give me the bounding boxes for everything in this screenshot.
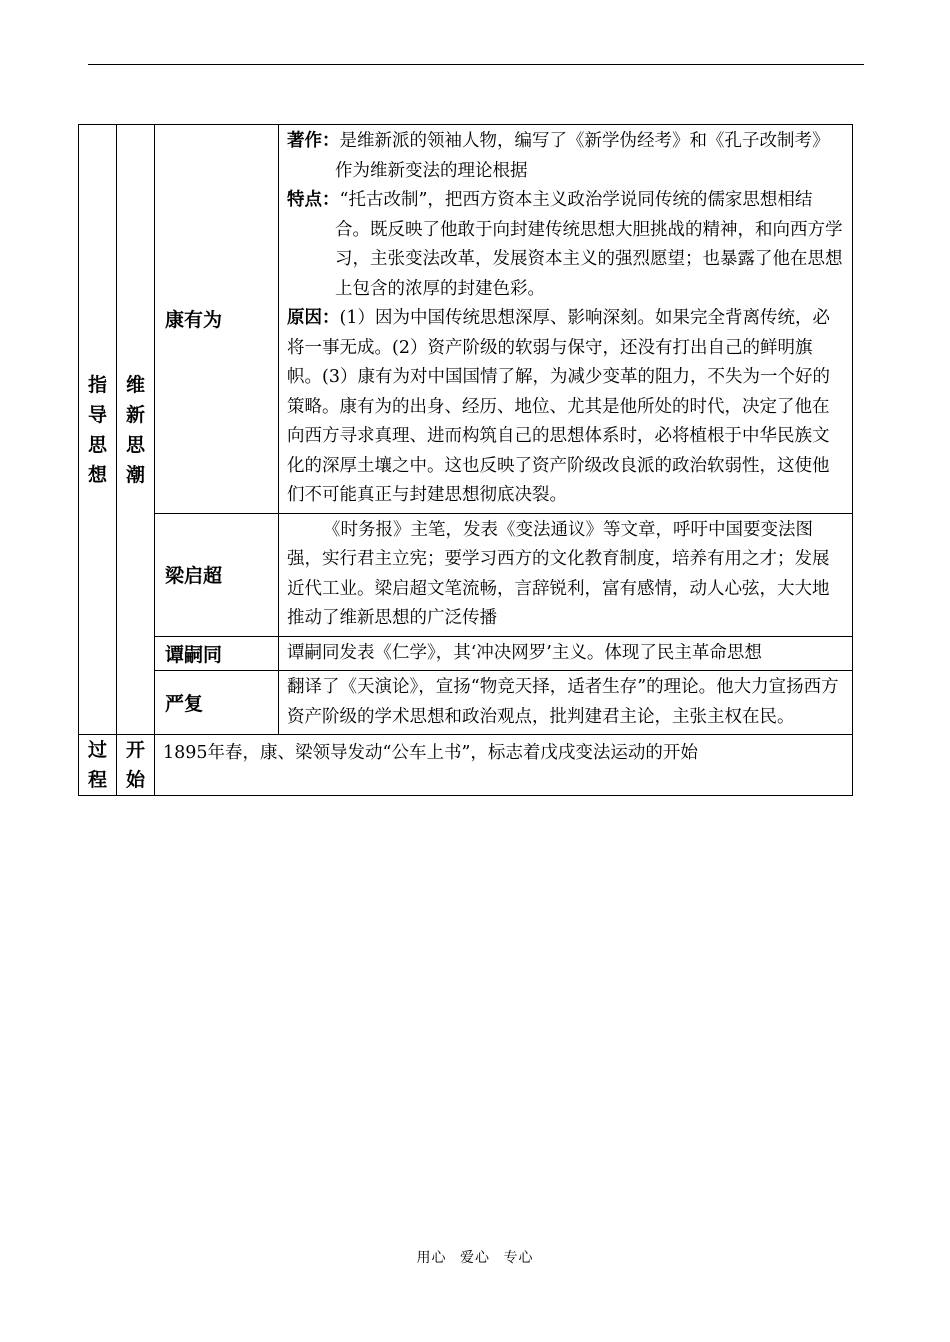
person-name-tan-sitong: 谭嗣同 (155, 636, 279, 671)
subcategory-label-beginning: 开 始 (117, 735, 155, 796)
table-row (79, 671, 853, 735)
person-description-liang-qichao: 《时务报》主笔，发表《变法通议》等文章，呼吁中国要变法图强，实行君主立宪；要学习西方的文化教育制度，培养有用之才；发展近代工业。梁启超文笔流畅，言辞锐利，富有感情，动人心弦，大大地推动了维新思想的广泛传播 (279, 513, 853, 636)
table-row (79, 513, 853, 636)
category-label-process: 过 程 (79, 735, 117, 796)
category-label-guiding-thought: 指 导 思 想 (79, 125, 117, 735)
person-description-tan-sitong: 谭嗣同发表《仁学》，其‘冲决网罗’主义。体现了民主革命思想 (279, 636, 853, 671)
footer-item: 爱心 (460, 1250, 490, 1266)
person-name-yan-fu: 严复 (155, 671, 279, 735)
content-table (78, 124, 853, 796)
table-row (79, 125, 853, 514)
process-beginning-description: 1895年春，康、梁领导发动“公车上书”，标志着戊戌变法运动的开始 (155, 735, 853, 796)
subcategory-label-reform-thought: 维 新 思 潮 (117, 125, 155, 735)
footer-item: 用心 (416, 1250, 447, 1266)
footer-item: 专心 (503, 1250, 534, 1266)
page-footer (0, 1247, 950, 1267)
reasons-paragraph: 原因：(1）因为中国传统思想深厚、影响深刻。如果完全背离传统，必将一事无成。(2）资产阶级的软弱与保守，还没有打出自己的鲜明旗帜。(3）康有为对中国国情了解，为减少变革的阻力，不失为一个好的策略。康有为的出身、经历、地位、尤其是他所处的时代，决定了他在向西方寻求真理、进而构筑自己的思想体系时，必将植根于中华民族文化的深厚土壤之中。这也反映了资产阶级改良派的政治软弱性，这使他们不可能真正与封建思想彻底决裂。 (287, 308, 830, 505)
header-rule (88, 64, 864, 65)
features-paragraph: 特点：“托古改制”，把西方资本主义政治学说同传统的儒家思想相结合。既反映了他敢于向封建传统思想大胆挑战的精神，和向西方学习，主张变法改革，发展资本主义的强烈愿望；也暴露了他在思想上包含的浓厚的封建色彩。 (287, 190, 843, 299)
works-paragraph: 著作：是维新派的领袖人物，编写了《新学伪经考》和《孔子改制考》作为维新变法的理论根据 (287, 131, 830, 181)
person-description-kang-youwei (279, 125, 853, 514)
person-name-kang-youwei: 康有为 (155, 125, 279, 514)
table-row (79, 636, 853, 671)
person-description-yan-fu: 翻译了《天演论》，宣扬“物竞天择，适者生存”的理论。他大力宣扬西方资产阶级的学术思想和政治观点，批判建君主论，主张主权在民。 (279, 671, 853, 735)
person-name-liang-qichao: 梁启超 (155, 513, 279, 636)
table-row (79, 735, 853, 796)
